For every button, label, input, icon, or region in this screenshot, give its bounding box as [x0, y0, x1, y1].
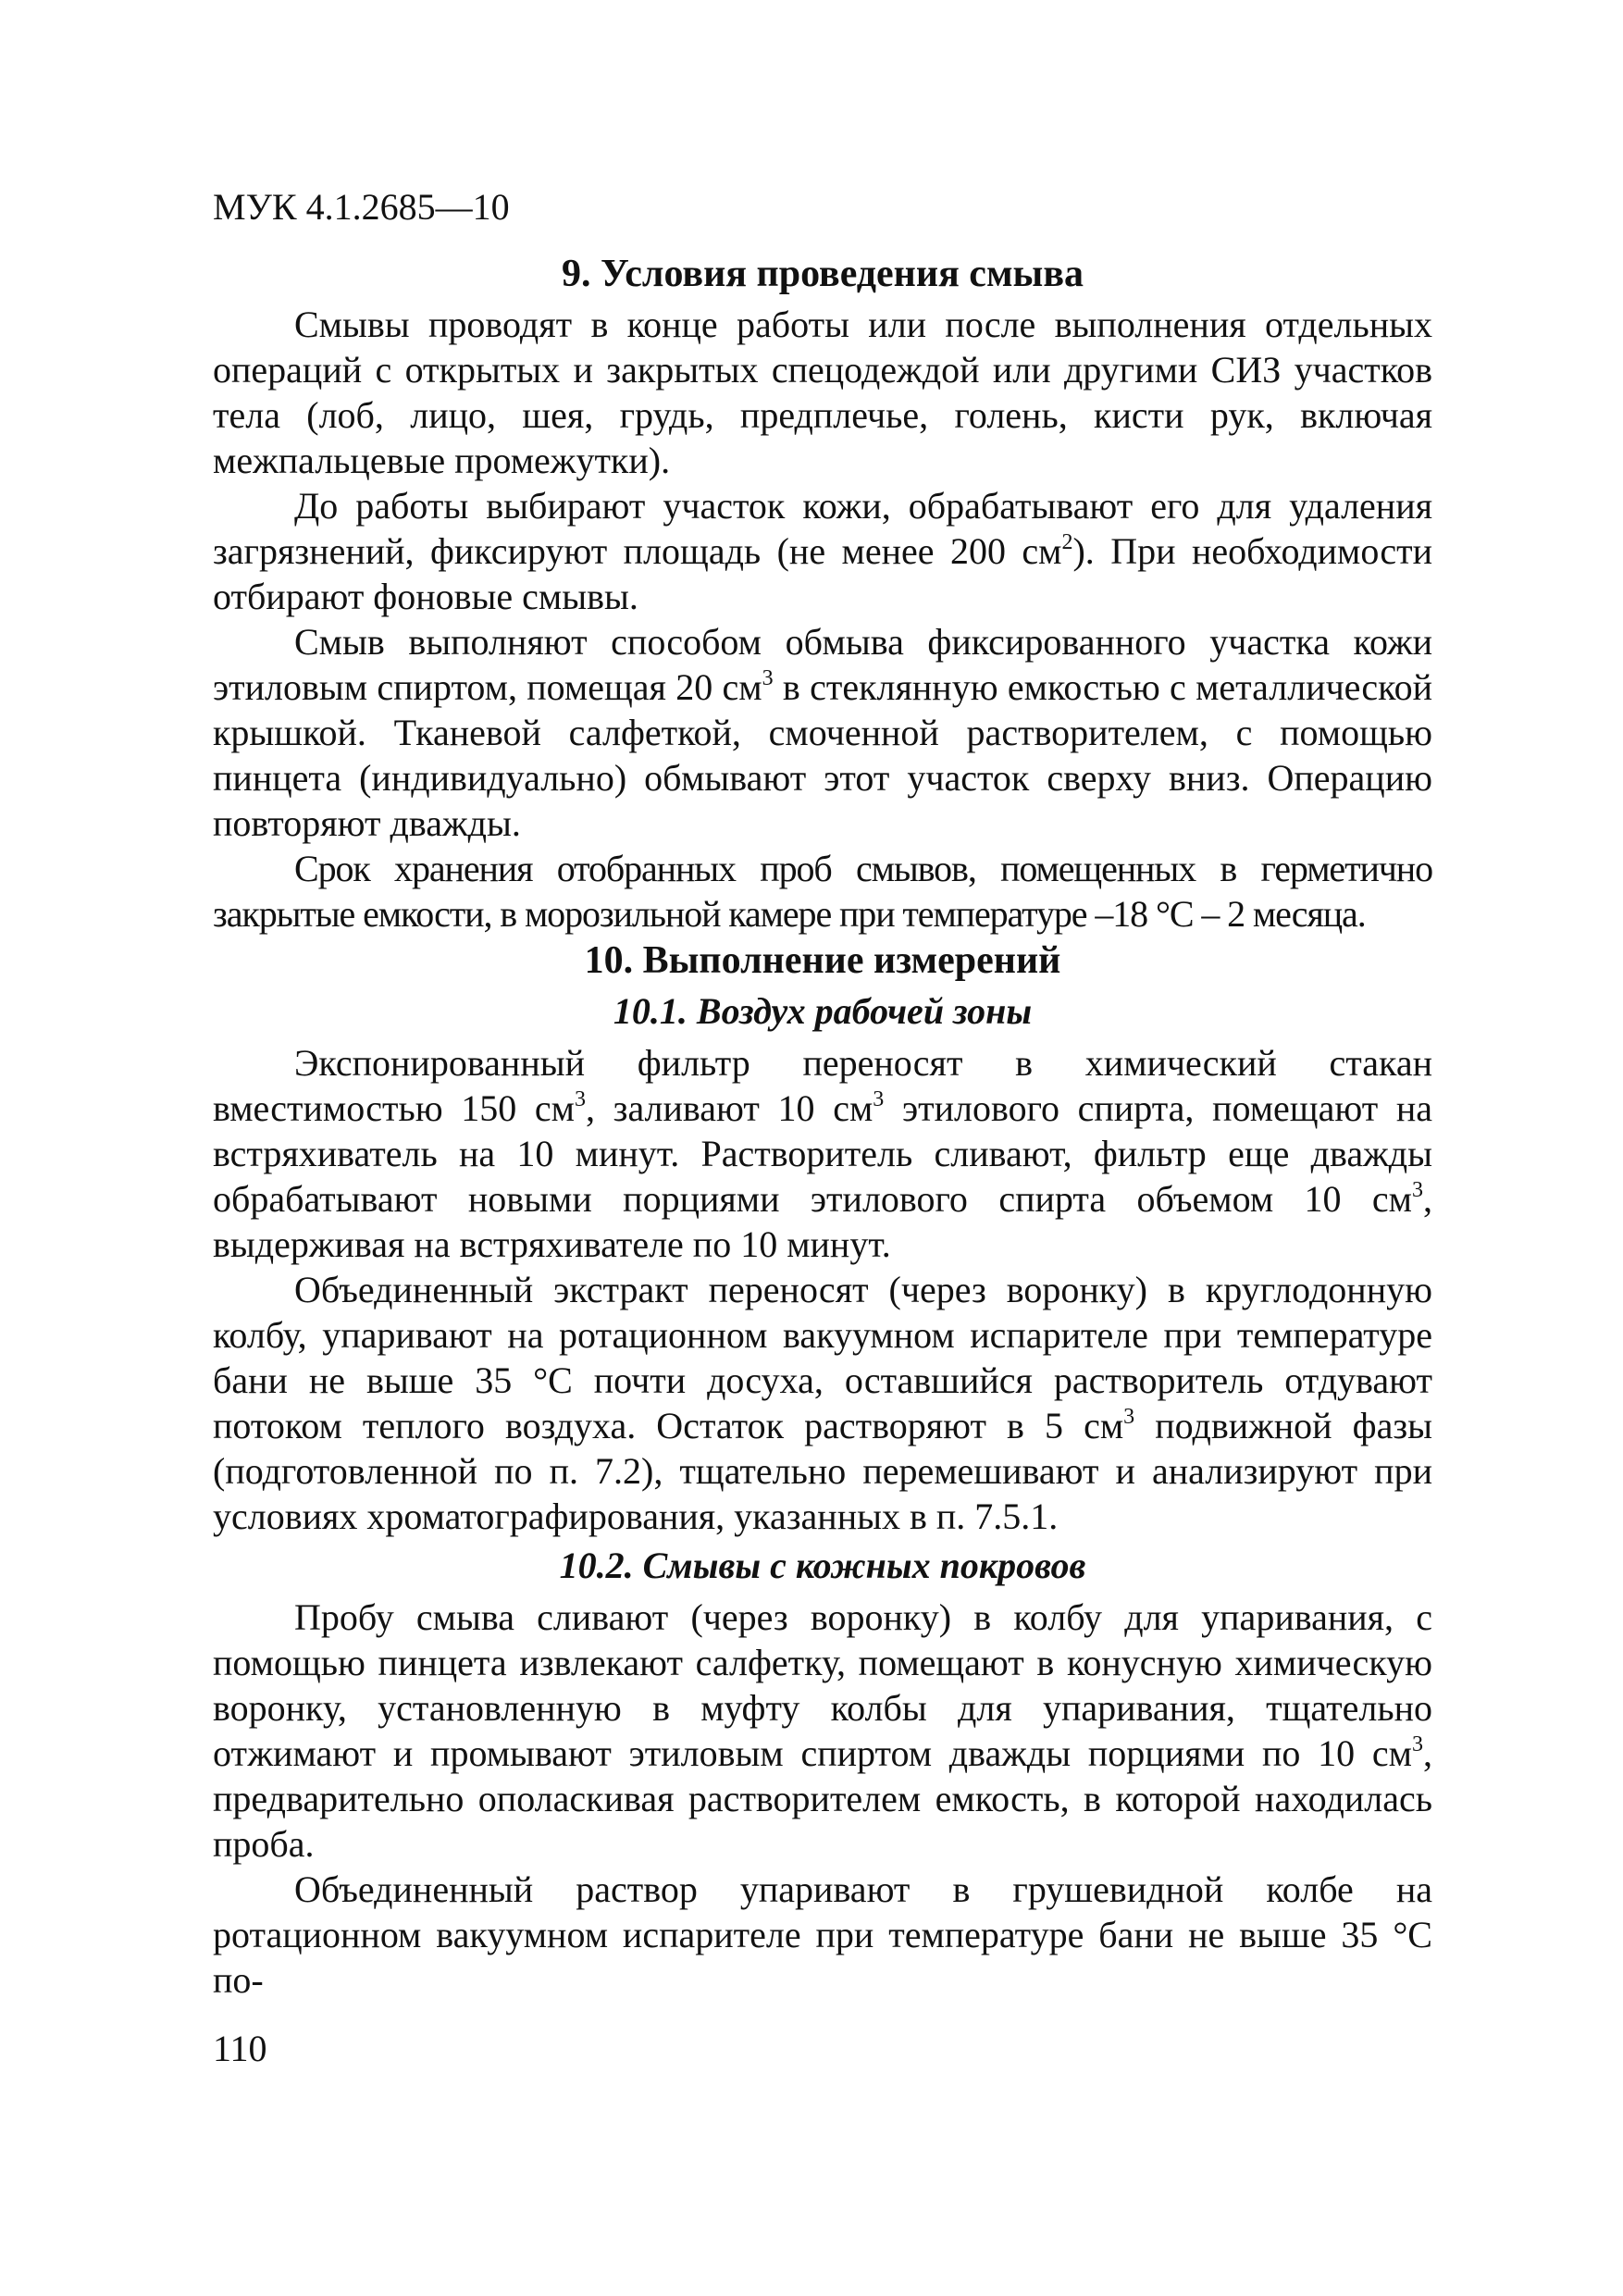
section-10-title: 10. Выполнение измерений	[584, 939, 1061, 982]
text-run: Пробу смыва сливают (через воронку) в колбу для упаривания, с помощью пинцета извлекают салфетку, помещают в конусную химическую воронку, установленную в муфту колбы для упаривания, тщательно отжимают и промывают этиловым спиртом дважды порциями по 10 см	[213, 1596, 1432, 1774]
superscript: 3	[574, 1087, 586, 1111]
subsection-10-2-paragraph-2: Объединенный раствор упаривают в грушевидной колбе на ротационном вакуумном испарителе при температуре бани не выше 35 °С по-	[213, 1868, 1432, 2001]
superscript: 3	[873, 1087, 885, 1111]
section-9-paragraph-2	[213, 483, 1432, 619]
subsection-10-2-paragraph-1	[213, 1595, 1432, 1867]
section-9-paragraph-4: Срок хранения отобранных проб смывов, помещенных в герметично закрытые емкости, в морозильной камере при температуре –18 °С – 2 месяца.	[213, 848, 1432, 935]
superscript: 3	[762, 666, 774, 690]
text-run: Объединенный экстракт переносят (через воронку) в круглодонную колбу, упаривают на ротационном вакуумном испарителе при температуре бани не выше 35 °С почти досуха, оставшийся растворитель отдувают потоком теплого воздуха. Остаток растворяют в 5 см	[213, 1269, 1432, 1446]
text-run: подвижной фазы (подготовленной по п. 7.2), тщательно перемешивают и анализируют при условиях хроматографирования, указанных в п. 7.5.1.	[213, 1405, 1432, 1537]
page-number: 110	[213, 2028, 267, 2069]
subsection-10-1-paragraph-1	[213, 1040, 1432, 1267]
section-9-paragraph-3	[213, 619, 1432, 846]
text-run: , предварительно ополаскивая растворителем емкость, в которой находилась проба.	[213, 1732, 1432, 1865]
text-run: этилового спирта, помещают на встряхиватель на 10 минут. Растворитель сливают, фильтр еще дважды обрабатывают новыми порциями этилового спирта объемом 10 см	[213, 1087, 1433, 1220]
document-page	[213, 185, 1432, 2003]
subsection-10-1-title: 10.1. Воздух рабочей зоны	[613, 990, 1033, 1032]
text-run: , заливают 10 см	[585, 1087, 873, 1129]
superscript: 3	[1123, 1405, 1135, 1429]
text-run: ). При необходимости отбирают фоновые смывы.	[213, 530, 1433, 617]
text-run: , выдерживая на встряхивателе по 10 минут.	[213, 1178, 1432, 1265]
superscript: 2	[1061, 530, 1073, 554]
text-run: До работы выбирают участок кожи, обрабатывают его для удаления загрязнений, фиксируют площадь (не менее 200 см	[213, 485, 1432, 572]
text-run: в стеклянную емкостью с металлической крышкой. Тканевой салфеткой, смоченной растворителем, с помощью пинцета (индивидуально) обмывают этот участок сверху вниз. Операцию повторяют дважды.	[213, 666, 1432, 844]
text-run: Экспонированный фильтр переносят в химический стакан вместимостью 150 см	[213, 1042, 1432, 1129]
text-run: Смыв выполняют способом обмыва фиксированного участка кожи этиловым спиртом, помещая 20 см	[213, 621, 1432, 708]
section-9-paragraph-1: Смывы проводят в конце работы или после выполнения отдельных операций с открытых и закрытых спецодеждой или другими СИЗ участков тела (лоб, лицо, шея, грудь, предплечье, голень, кисти рук, включая межпальцевые промежутки).	[213, 304, 1432, 481]
running-header: МУК 4.1.2685—10	[213, 186, 510, 228]
superscript: 3	[1412, 1732, 1423, 1756]
superscript: 3	[1412, 1178, 1423, 1202]
section-9-title: 9. Условия проведения смыва	[561, 253, 1084, 295]
subsection-10-1-paragraph-2	[213, 1267, 1432, 1539]
subsection-10-2-title: 10.2. Смывы с кожных покровов	[559, 1545, 1086, 1586]
